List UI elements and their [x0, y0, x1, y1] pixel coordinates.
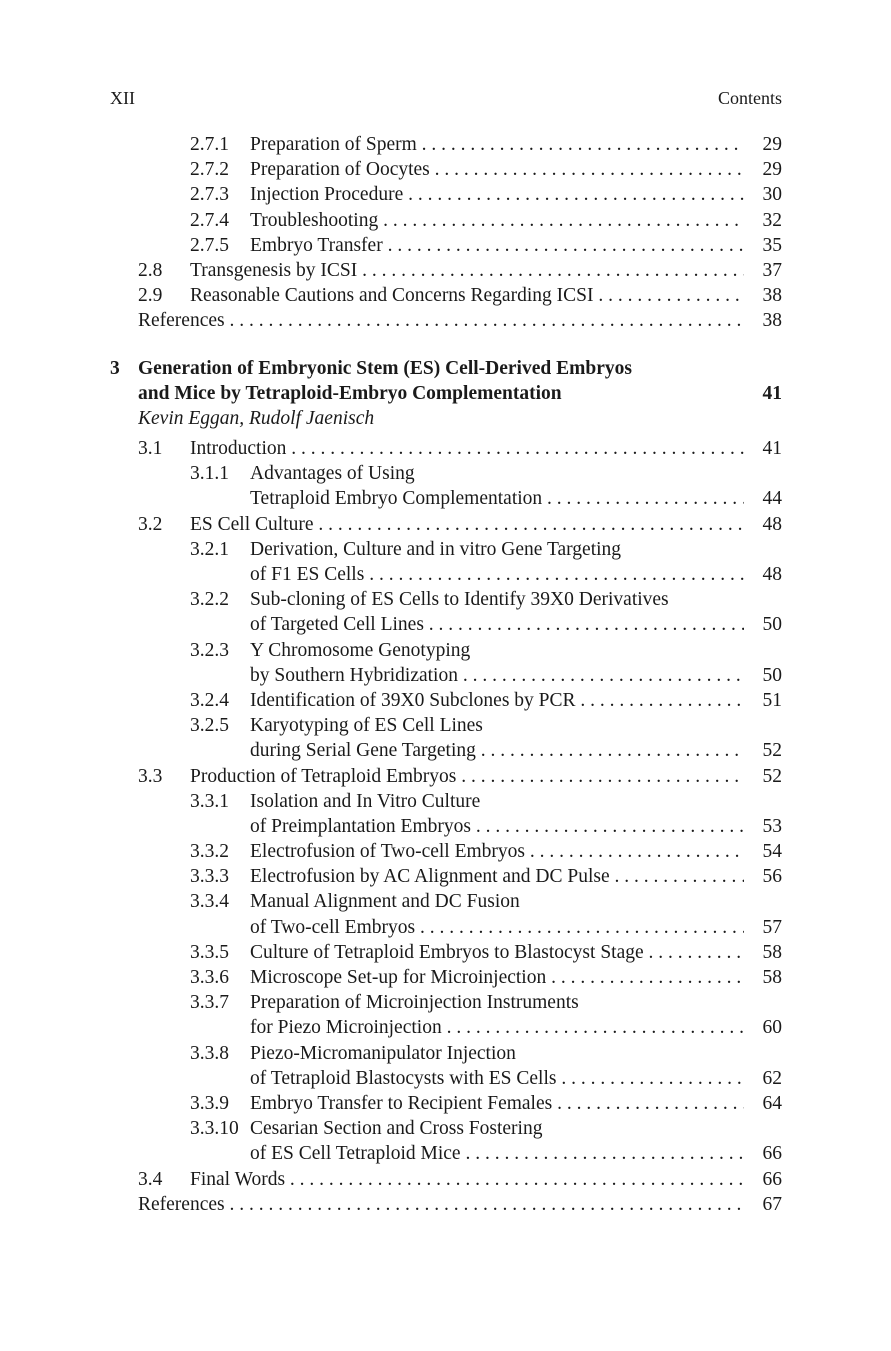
- chapter-number: 3: [110, 357, 120, 379]
- entry-title: Electrofusion by AC Alignment and DC Pulse . . .: [250, 864, 744, 889]
- entry-title: Transgenesis by ICSI . . .: [190, 258, 744, 283]
- section-title: Contents: [717, 88, 782, 108]
- entry-number: 3.3: [138, 765, 163, 787]
- toc-entry: [0, 864, 891, 889]
- entry-page: 51: [762, 689, 782, 711]
- entry-page: 30: [762, 184, 782, 206]
- entry-number: 2.7.3: [190, 184, 229, 206]
- entry-title: Advantages of Using: [250, 463, 415, 485]
- entry-page: 66: [762, 1143, 782, 1165]
- entry-page: 52: [762, 765, 782, 787]
- entry-number: 3.3.5: [190, 941, 229, 963]
- toc-entry-continuation: [0, 814, 891, 839]
- entry-page: 29: [762, 134, 782, 155]
- toc-entry-continuation: [0, 915, 891, 940]
- toc-entry: [0, 258, 891, 283]
- entry-title: of F1 ES Cells . . .: [250, 562, 744, 587]
- entry-title: Microscope Set-up for Microinjection . . .: [250, 965, 744, 990]
- toc-entry: [0, 308, 891, 333]
- entry-page: 32: [762, 209, 782, 231]
- toc-entry: [0, 1192, 891, 1217]
- toc-entry: [0, 587, 891, 612]
- entry-title: Manual Alignment and DC Fusion: [250, 891, 520, 913]
- running-head: [110, 86, 782, 110]
- entry-number: 3.2.1: [190, 538, 229, 560]
- toc-entry: [0, 157, 891, 182]
- entry-page: 54: [762, 841, 782, 863]
- entry-title: ES Cell Culture . . .: [190, 512, 744, 537]
- entry-page: 56: [762, 866, 782, 888]
- entry-page: 57: [762, 916, 782, 938]
- entry-page: 29: [762, 159, 782, 181]
- toc-entry: [0, 283, 891, 308]
- entry-page: 66: [762, 1168, 782, 1190]
- entry-title: References . . .: [138, 1192, 744, 1217]
- toc-entry-continuation: [0, 486, 891, 511]
- toc-entry: [0, 233, 891, 258]
- table-of-contents: [0, 132, 891, 1217]
- toc-entry-continuation: [0, 1015, 891, 1040]
- toc-entry: [0, 713, 891, 738]
- entry-page: 53: [762, 815, 782, 837]
- entry-number: 2.7.2: [190, 159, 229, 181]
- entry-title: References . . .: [138, 308, 744, 333]
- chapter-heading: [0, 381, 891, 406]
- toc-entry: [0, 940, 891, 965]
- entry-number: 3.3.2: [190, 841, 229, 863]
- toc-entry-continuation: [0, 1066, 891, 1091]
- toc-entry: [0, 1116, 891, 1141]
- chapter-authors: [0, 406, 891, 431]
- entry-title: of Tetraploid Blastocysts with ES Cells . . .: [250, 1066, 744, 1091]
- entry-number: 3.2.2: [190, 589, 229, 611]
- toc-entry: [0, 512, 891, 537]
- entry-number: 3.1.1: [190, 463, 229, 485]
- entry-number: 2.7.1: [190, 134, 229, 155]
- entry-number: 3.3.7: [190, 992, 229, 1014]
- entry-title: Embryo Transfer to Recipient Females . . .: [250, 1091, 744, 1116]
- entry-title: of Targeted Cell Lines . . .: [250, 612, 744, 637]
- entry-title: Cesarian Section and Cross Fostering: [250, 1118, 543, 1140]
- toc-entry: [0, 688, 891, 713]
- entry-number: 2.7.4: [190, 209, 229, 231]
- entry-number: 3.3.9: [190, 1092, 229, 1114]
- entry-page: 41: [762, 438, 782, 460]
- toc-entry: [0, 461, 891, 486]
- entry-number: 3.3.10: [190, 1118, 239, 1140]
- toc-entry: [0, 1167, 891, 1192]
- entry-title: Injection Procedure . . .: [250, 182, 744, 207]
- entry-page: 50: [762, 614, 782, 636]
- entry-title: Electrofusion of Two-cell Embryos . . .: [250, 839, 744, 864]
- entry-number: 2.9: [138, 285, 163, 307]
- entry-page: 44: [762, 488, 782, 510]
- chapter-heading: [0, 356, 891, 381]
- entry-number: 3.3.4: [190, 891, 229, 913]
- entry-title: Derivation, Culture and in vitro Gene Targeting: [250, 538, 622, 560]
- entry-number: 3.2.5: [190, 715, 229, 737]
- authors-text: Kevin Eggan, Rudolf Jaenisch: [138, 407, 375, 429]
- entry-page: 60: [762, 1017, 782, 1039]
- entry-title: Reasonable Cautions and Concerns Regarding ICSI . . .: [190, 283, 744, 308]
- entry-title: Embryo Transfer . . .: [250, 233, 744, 258]
- entry-page: 38: [762, 310, 782, 332]
- entry-title: Y Chromosome Genotyping: [250, 639, 471, 661]
- chapter-title-line: Generation of Embryonic Stem (ES) Cell-Derived Embryos: [138, 357, 632, 379]
- entry-number: 3.3.3: [190, 866, 229, 888]
- entry-number: 3.3.8: [190, 1042, 229, 1064]
- toc-entry-continuation: [0, 612, 891, 637]
- toc-entry: [0, 182, 891, 207]
- entry-title: Culture of Tetraploid Embryos to Blastocyst Stage . . .: [250, 940, 744, 965]
- toc-entry: [0, 1091, 891, 1116]
- entry-number: 2.8: [138, 259, 163, 281]
- entry-number: 3.1: [138, 438, 163, 460]
- entry-page: 48: [762, 564, 782, 585]
- entry-title: Troubleshooting . . .: [250, 208, 744, 233]
- entry-number: 3.3.6: [190, 967, 229, 988]
- entry-title: for Piezo Microinjection . . .: [250, 1015, 744, 1040]
- toc-entry-continuation: [0, 738, 891, 763]
- toc-entry: [0, 990, 891, 1015]
- toc-entry: [0, 638, 891, 663]
- entry-number: 3.4: [138, 1168, 163, 1190]
- entry-title: Preparation of Sperm . . .: [250, 132, 744, 157]
- entry-title: Preparation of Oocytes . . .: [250, 157, 744, 182]
- entry-page: 35: [762, 234, 782, 256]
- toc-entry: [0, 789, 891, 814]
- toc-entry: [0, 1041, 891, 1066]
- entry-number: 3.2.3: [190, 639, 229, 661]
- entry-title: Identification of 39X0 Subclones by PCR . . .: [250, 688, 744, 713]
- entry-title: Sub-cloning of ES Cells to Identify 39X0 Derivatives: [250, 589, 669, 611]
- entry-title: Piezo-Micromanipulator Injection: [250, 1042, 516, 1064]
- toc-entry: [0, 208, 891, 233]
- entry-title: Karyotyping of ES Cell Lines: [250, 715, 483, 737]
- chapter-page: 41: [762, 382, 782, 404]
- entry-page: 48: [762, 513, 782, 535]
- entry-title: Introduction . . .: [190, 436, 744, 461]
- entry-title: of Two-cell Embryos . . .: [250, 915, 744, 940]
- toc-entry: [0, 889, 891, 914]
- entry-page: 58: [762, 941, 782, 963]
- toc-entry: [0, 537, 891, 562]
- entry-title: Isolation and In Vitro Culture: [250, 790, 481, 812]
- entry-page: 50: [762, 664, 782, 686]
- toc-entry: [0, 764, 891, 789]
- entry-number: 3.2: [138, 513, 163, 535]
- entry-page: 38: [762, 285, 782, 307]
- entry-page: 62: [762, 1067, 782, 1089]
- entry-title: of Preimplantation Embryos . . .: [250, 814, 744, 839]
- toc-entry-continuation: [0, 562, 891, 587]
- toc-entry: [0, 839, 891, 864]
- entry-title: by Southern Hybridization . . .: [250, 663, 744, 688]
- toc-entry-continuation: [0, 1141, 891, 1166]
- entry-number: 2.7.5: [190, 234, 229, 256]
- toc-entry-continuation: [0, 663, 891, 688]
- entry-page: 58: [762, 967, 782, 988]
- entry-title: during Serial Gene Targeting . . .: [250, 738, 744, 763]
- entry-number: 3.3.1: [190, 790, 229, 812]
- entry-number: 3.2.4: [190, 689, 229, 711]
- entry-page: 37: [762, 259, 782, 281]
- entry-page: 64: [762, 1092, 782, 1114]
- entry-page: 67: [762, 1193, 782, 1215]
- toc-entry: [0, 965, 891, 990]
- page-number: XII: [110, 88, 135, 108]
- entry-page: 52: [762, 740, 782, 762]
- entry-title: Final Words . . .: [190, 1167, 744, 1192]
- toc-entry: [0, 436, 891, 461]
- entry-title: of ES Cell Tetraploid Mice . . .: [250, 1141, 744, 1166]
- chapter-title-line: and Mice by Tetraploid-Embryo Complementation: [138, 382, 562, 404]
- toc-entry: [0, 132, 891, 157]
- entry-title: Preparation of Microinjection Instruments: [250, 992, 579, 1014]
- entry-title: Tetraploid Embryo Complementation . . .: [250, 486, 744, 511]
- entry-title: Production of Tetraploid Embryos . . .: [190, 764, 744, 789]
